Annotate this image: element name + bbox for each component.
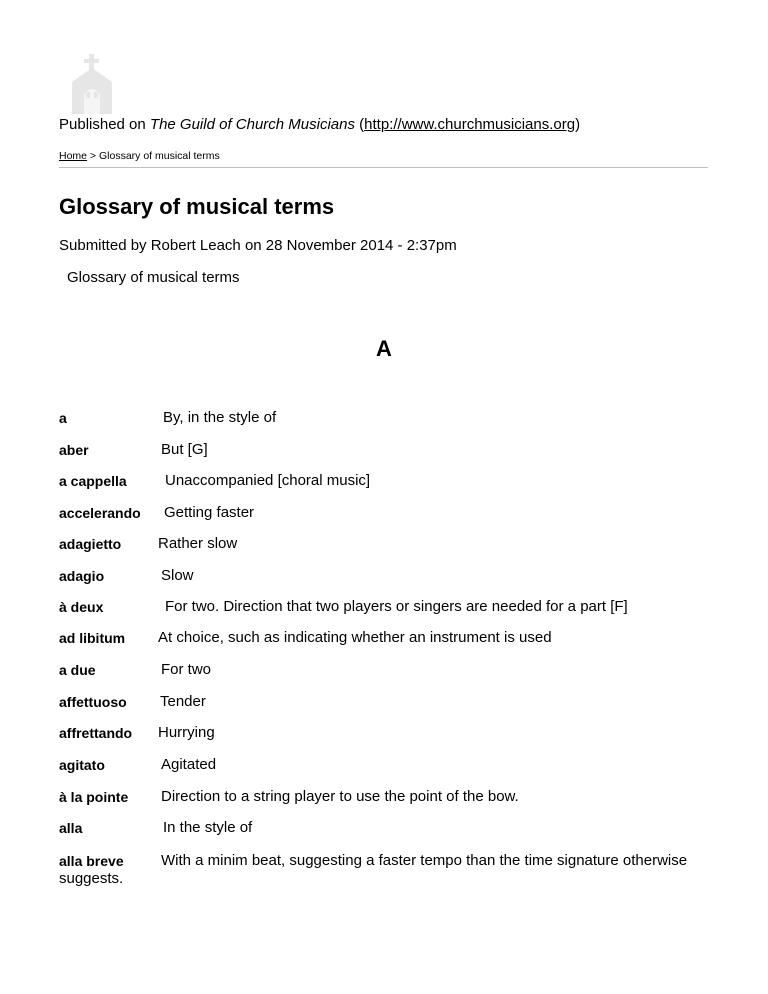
url-open: ( — [355, 116, 365, 133]
glossary-definition: With a minim beat, suggesting a faster tempo than the time signature otherwise — [161, 852, 688, 869]
glossary-definition: At choice, such as indicating whether an instrument is used — [158, 629, 552, 646]
glossary-definition: But [G] — [161, 441, 208, 458]
page-title: Glossary of musical terms — [59, 194, 335, 219]
breadcrumb — [59, 150, 220, 162]
published-line — [59, 116, 580, 133]
glossary-definition: For two. Direction that two players or singers are needed for a part [F] — [165, 598, 628, 615]
glossary-term: a — [59, 410, 67, 426]
article-subtitle: Glossary of musical terms — [67, 269, 240, 286]
glossary-definition: Agitated — [161, 756, 217, 773]
glossary-definition-continuation: suggests. — [59, 870, 124, 887]
glossary-definition: For two — [161, 661, 212, 678]
glossary-term: accelerando — [59, 505, 141, 521]
glossary-definition: In the style of — [163, 819, 253, 836]
glossary-term: a cappella — [59, 473, 127, 489]
church-logo-icon — [64, 52, 120, 118]
header-divider — [59, 167, 708, 168]
glossary-term: adagietto — [59, 536, 122, 552]
glossary-term: alla breve — [59, 853, 124, 869]
glossary-definition: Hurrying — [158, 724, 215, 741]
glossary-definition: Rather slow — [158, 535, 238, 552]
glossary-definition: Direction to a string player to use the point of the bow. — [161, 788, 519, 805]
section-letter-heading: A — [376, 336, 392, 361]
breadcrumb-current: Glossary of musical terms — [98, 150, 220, 162]
glossary-term: alla — [59, 820, 83, 836]
glossary-term: à la pointe — [59, 789, 129, 805]
glossary-definition: Slow — [161, 567, 194, 584]
url-close: ) — [575, 116, 581, 133]
glossary-definition: By, in the style of — [163, 409, 277, 426]
breadcrumb-home-link[interactable]: Home — [59, 150, 88, 162]
glossary-definition: Unaccompanied [choral music] — [165, 472, 371, 489]
glossary-term: affettuoso — [59, 694, 127, 710]
glossary-term: affrettando — [59, 725, 133, 741]
glossary-term: agitato — [59, 757, 105, 773]
site-url-link[interactable]: http://www.churchmusicians.org — [364, 116, 576, 133]
glossary-term: adagio — [59, 568, 105, 584]
glossary-term: ad libitum — [59, 630, 126, 646]
published-prefix: Published on — [59, 116, 150, 133]
breadcrumb-separator: > — [87, 150, 99, 162]
glossary-definition: Getting faster — [164, 504, 255, 521]
glossary-term: à deux — [59, 599, 104, 615]
site-name: The Guild of Church Musicians — [149, 116, 355, 133]
submitted-byline: Submitted by Robert Leach on 28 November 2014 - 2:37pm — [59, 237, 457, 254]
glossary-term: aber — [59, 442, 89, 458]
glossary-term: a due — [59, 662, 96, 678]
glossary-definition: Tender — [160, 693, 206, 710]
